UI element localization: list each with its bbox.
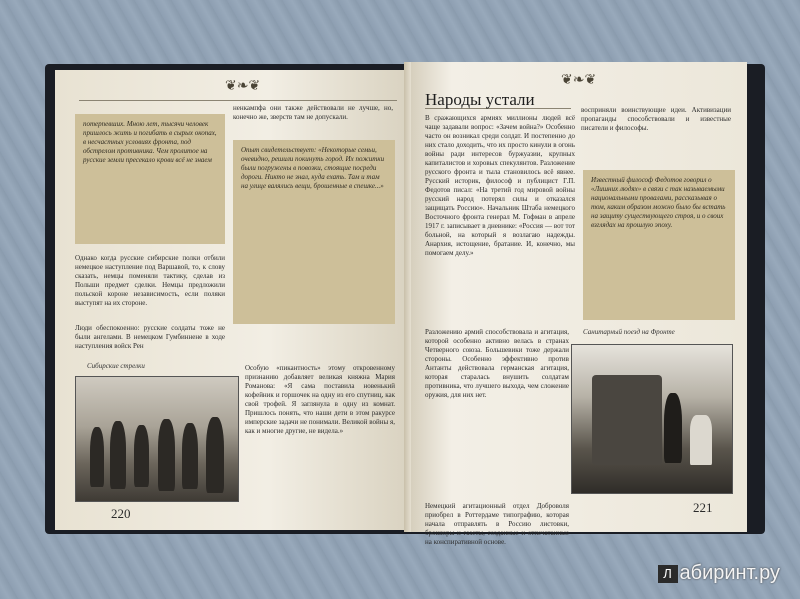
right-quote-block (583, 170, 735, 320)
labirint-watermark-text: абиринт.ру (679, 562, 780, 584)
left-page-number: 220 (111, 506, 131, 521)
labirint-watermark (658, 562, 781, 585)
right-page-ornament: ❦❧❦ (561, 72, 597, 88)
left-page-header-rule (79, 100, 397, 101)
left-col2-bottom-text: Особую «пикантность» этому откровенному признанию добавляет великая княжна Мария Романова: «Я сама поставила новенький кофейник и горшочек на одну из его спутниц, как свой трофей. Я заглянула в одну из комнат. Пришлось понять, что наши дети в этом ракурсе имперские задачи не понимали. Великой войны я, как и многие другие, не видела.» (245, 364, 395, 435)
left-col1-bottom-text: Однако когда русские сибирские полки отбили немецкое наступление под Варшавой, то, к слову сказать, немцы поменяли тактику, сделав из Польши предмет сделки. Немцы предложили польской короне независимость, если поляки выступят на их стороне. (75, 254, 225, 307)
right-col2-top-text: Разложению армий способствовала и агитация, которой особенно активно велась в странах Четверного союза. Большевики тоже держали стороны. Особенно эффективно против Антанты действовала германская агитация, которая старалась внушить солдатам противника, что лучшего выхода, чем сложение оружия, для них нет. (425, 328, 569, 399)
left-page-ornament: ❦❧❦ (225, 78, 261, 94)
right-quote-text: Известный философ Федотов говорил о «Лишних людях» в связи с так называемыми национальными провалами, рассказывая о том, каким образом можно было бы встать на защиту существующего строя, и о своих взглядах на прошлую эпоху. (591, 176, 726, 229)
right-page-heading: Народы устали (425, 90, 535, 109)
left-photo-caption: Сибирские стрелки (87, 362, 145, 370)
right-col1-text: В сражающихся армиях миллионы людей всё чаще задавали вопрос: «Зачем война?» Особенно часто он возникал среди солдат. И постепенно до них стало доходить, что их просто кинули в огонь войны ради интересов буржуазии, крупных капиталистов и хоровых спекулянтов. Разложение русского фронта и тыла становилось всё явнее. Русский историк, философ и публицист Г.П. Федотов писал: «На третий год мировой войны русский народ потерял силы и отказался защищать Россию». Начальник Штаба немецкого Восточного фронта генерал М. Гофман в апреле 1917 г. записывает в дневнике: «Россия — вот тот больной, на который я возлагаю надежды. Анархия, истощение, братание. И, конечно, мы помогаем делу.» (425, 114, 575, 257)
left-col1-top-text: потерпевших. Мною лет, тысячи человек пришлось жить и погибать в сырых окопах, в несчастных условиях фронта, под обстрелом противника. Чем пролитое на русские земли пресекало крови всё не знаем (83, 120, 217, 164)
labirint-logo-icon: Л (658, 565, 678, 583)
left-quote-2-text: Опыт свидетельствует: «Некоторые семьи, очевидно, решили покинуть город. Их пожитки были погружены в повозки, стоящие посреди дороги. Никто не знал, куда ехать. Там и там на улице валялись вещи, брошенные в спешке...» (241, 146, 385, 190)
right-photo-train (571, 344, 733, 494)
left-col1-bottom2-text: Люди обеспокоенно: русские солдаты тоже не были ангелами. В немецком Гумбиннене в ходе наступления войск Рен (75, 324, 225, 350)
right-page (411, 62, 747, 546)
left-photo-soldiers (75, 376, 239, 502)
right-col2-right-text: восприняли воинствующие идеи. Активизации пропаганды способствовали и известные писатели и философы. (581, 106, 731, 132)
left-quote-block (75, 114, 225, 244)
right-photo-caption: Санитарный поезд на Фронте (583, 328, 675, 336)
left-quote-2-block (233, 140, 395, 324)
right-page-number: 221 (693, 500, 713, 515)
left-col2-top-text: ненкампфа они также действовали не лучше, но, конечно же, зверств там не допускали. (233, 104, 393, 121)
right-col-bottom-text: Немецкий агитационный отдел Доброволя приобрел в Роттердаме типографию, которая начала отправлять в Россию листовки, брошюры и газеты, созданные и отпечатанные на конспиративной основе. (425, 502, 569, 546)
left-page (55, 70, 411, 530)
